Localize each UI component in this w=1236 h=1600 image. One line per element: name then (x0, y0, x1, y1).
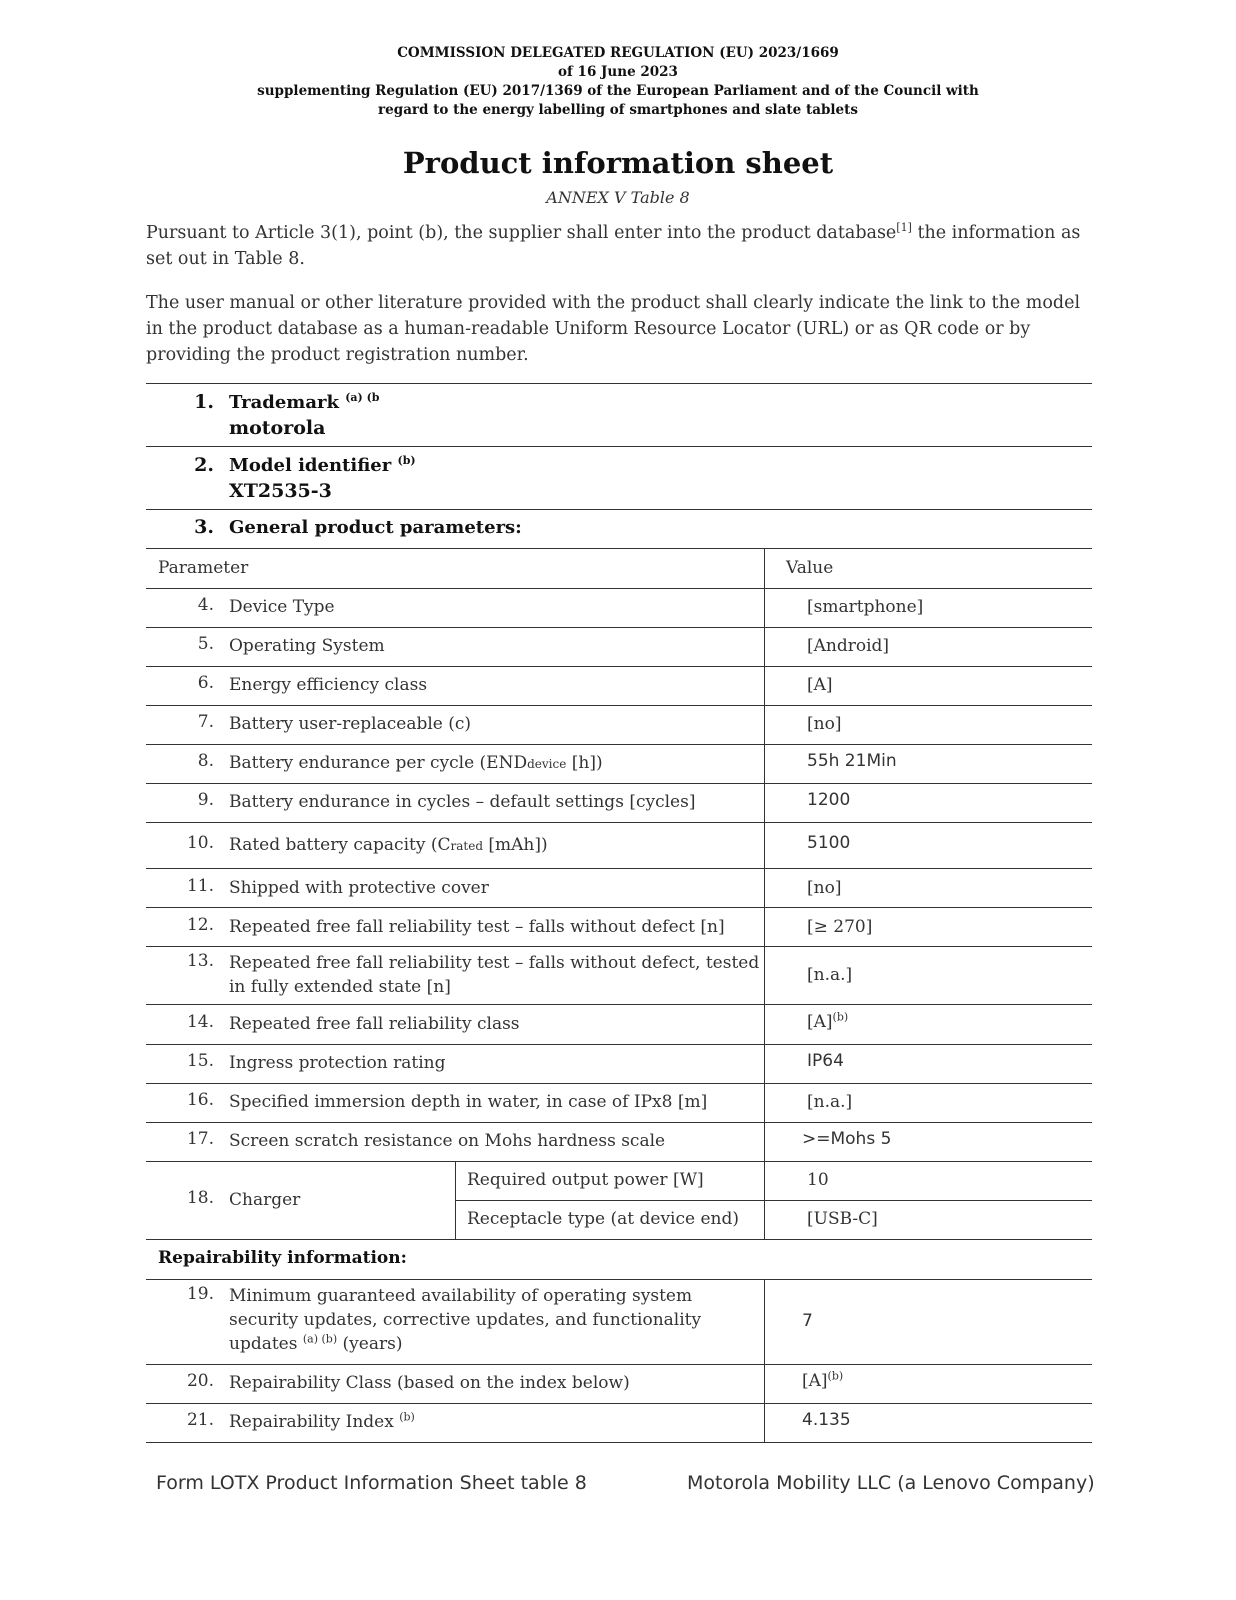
row-number: 5. (197, 634, 214, 654)
footer-company: Motorola Mobility LLC (a Lenovo Company) (687, 1472, 1095, 1494)
row-number: 17. (186, 1129, 214, 1149)
row-number: 10. (186, 833, 214, 853)
free-fall-class-label: Repeated free fall reliability class (229, 1014, 520, 1034)
regulation-subtitle-1: supplementing Regulation (EU) 2017/1369 of the European Parliament and of the Council with (257, 83, 979, 99)
security-updates-label: Minimum guaranteed availability of operating system security updates, corrective updates, and functionality updates $^{(a) (b)}$ (years) (229, 1286, 702, 1354)
general-params-heading: General product parameters: (229, 517, 522, 538)
model-identifier-label: Model identifier $^{(b)}$ (229, 454, 416, 476)
row-number: 21. (186, 1410, 214, 1430)
row-number: 19. (186, 1284, 214, 1304)
battery-replaceable-value: [no] (807, 714, 842, 734)
repairability-class-label: Repairability Class (based on the index below) (229, 1373, 630, 1393)
charger-label: Charger (229, 1190, 301, 1210)
row-number: 20. (186, 1371, 214, 1391)
device-type-label: Device Type (229, 597, 335, 617)
ingress-protection-value: IP64 (807, 1051, 844, 1071)
security-updates-value: 7 (802, 1311, 813, 1331)
intro-paragraph-2: The user manual or other literature provided with the product shall clearly indicate the link to the model in the product database as a human-readable Uniform Resource Locator (URL) or as QR code or by providing the product registration number. (146, 293, 1081, 365)
row-number: 4. (197, 595, 214, 615)
scratch-resistance-value: >=Mohs 5 (802, 1129, 892, 1149)
row-number: 15. (186, 1051, 214, 1071)
row-number: 9. (197, 790, 214, 810)
repairability-index-label: Repairability Index $^{(b)}$ (229, 1410, 415, 1432)
free-fall-extended-label: Repeated free fall reliability test – falls without defect, tested in fully extended state [n] (229, 953, 760, 997)
free-fall-class-value: $[A]^{(b)}$ (807, 1010, 849, 1032)
row-number: 13. (186, 951, 214, 971)
item-number: 1. (194, 391, 214, 413)
operating-system-label: Operating System (229, 636, 385, 656)
trademark-value: motorola (229, 417, 326, 439)
page-subtitle: ANNEX V Table 8 (546, 188, 690, 207)
row-number: 8. (197, 751, 214, 771)
free-fall-test-value: [≥ 270] (807, 917, 873, 937)
row-number: 16. (186, 1090, 214, 1110)
battery-replaceable-label: Battery user-replaceable (c) (229, 714, 472, 734)
repairability-class-value: $[A]^{(b)}$ (802, 1369, 844, 1391)
free-fall-test-label: Repeated free fall reliability test – falls without defect [n] (229, 917, 725, 937)
row-number: 11. (186, 876, 214, 896)
battery-endurance-cycle-label: Battery endurance per cycle (ENDdevice [h]) (229, 753, 603, 773)
immersion-depth-label: Specified immersion depth in water, in case of IPx8 [m] (229, 1092, 708, 1112)
trademark-label: Trademark $^{(a) (b}$ (229, 391, 380, 413)
footnote-ref: [1] (896, 221, 912, 235)
battery-capacity-value: 5100 (807, 833, 851, 853)
free-fall-extended-value: [n.a.] (807, 965, 853, 985)
row-number: 12. (186, 915, 214, 935)
regulation-subtitle-2: regard to the energy labelling of smartphones and slate tablets (378, 102, 858, 118)
charger-receptacle-value: [USB-C] (807, 1209, 878, 1229)
value-column-header: Value (786, 558, 834, 578)
device-type-value: [smartphone] (807, 597, 924, 617)
intro-paragraph-1: Pursuant to Article 3(1), point (b), the supplier shall enter into the product database[1] the information as set out in Table 8. (146, 221, 1081, 269)
regulation-header (0, 44, 1236, 120)
item-number: 2. (194, 454, 214, 476)
battery-capacity-label: Rated battery capacity (Crated [mAh]) (229, 835, 548, 855)
battery-cycles-value: 1200 (807, 790, 851, 810)
model-identifier-value: XT2535-3 (229, 480, 332, 502)
operating-system-value: [Android] (807, 636, 890, 656)
regulation-date: of 16 June 2023 (558, 64, 678, 80)
ingress-protection-label: Ingress protection rating (229, 1053, 446, 1073)
charger-output-power-value: 10 (807, 1170, 829, 1190)
charger-output-power-label: Required output power [W] (467, 1170, 704, 1190)
battery-endurance-cycle-value: 55h 21Min (807, 751, 897, 771)
row-number: 6. (197, 673, 214, 693)
scratch-resistance-label: Screen scratch resistance on Mohs hardness scale (229, 1131, 666, 1151)
battery-cycles-label: Battery endurance in cycles – default settings [cycles] (229, 792, 696, 812)
repairability-heading: Repairability information: (158, 1248, 407, 1268)
repairability-index-value: 4.135 (802, 1410, 851, 1430)
item-number: 3. (194, 516, 214, 538)
row-number: 14. (186, 1012, 214, 1032)
charger-receptacle-label: Receptacle type (at device end) (467, 1209, 739, 1229)
parameter-column-header: Parameter (158, 558, 249, 578)
immersion-depth-value: [n.a.] (807, 1092, 853, 1112)
energy-class-value: [A] (807, 675, 833, 695)
footer-form-name: Form LOTX Product Information Sheet table 8 (156, 1472, 587, 1494)
protective-cover-value: [no] (807, 878, 842, 898)
regulation-title: COMMISSION DELEGATED REGULATION (EU) 2023/1669 (397, 45, 839, 61)
protective-cover-label: Shipped with protective cover (229, 878, 489, 898)
row-number: 18. (186, 1188, 214, 1208)
page-title: Product information sheet (402, 146, 834, 180)
row-number: 7. (197, 712, 214, 732)
energy-class-label: Energy efficiency class (229, 675, 428, 695)
